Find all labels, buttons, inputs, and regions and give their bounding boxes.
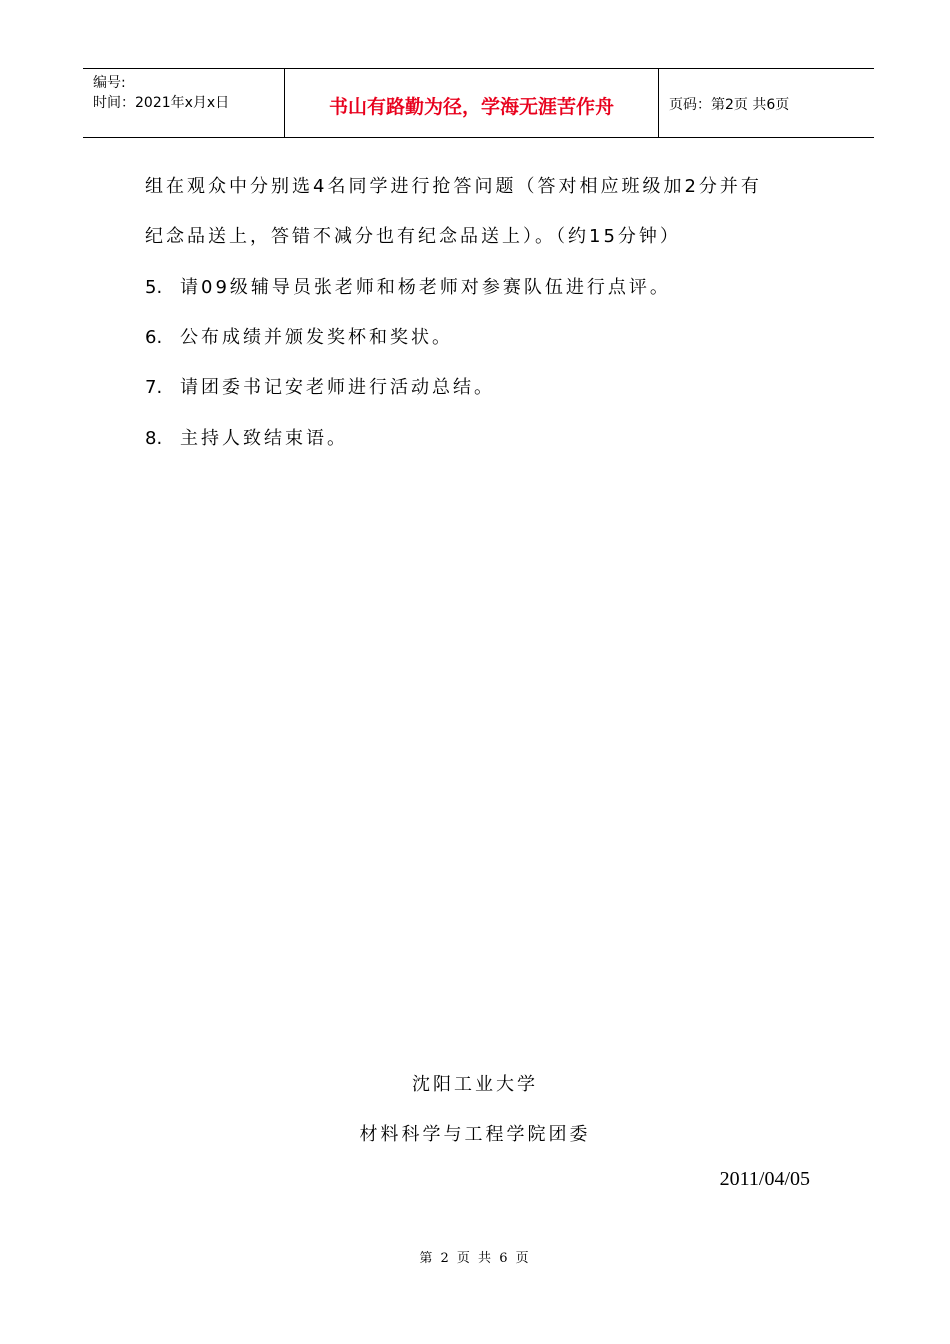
list-item-text: 请团委书记安老师进行活动总结。: [180, 377, 495, 398]
header-meta-cell: [83, 69, 285, 137]
signature-committee: 材料科学与工程学院团委: [359, 1124, 591, 1145]
header-page-cell: [659, 69, 874, 137]
list-item-text: 请09级辅导员张老师和杨老师对参赛队伍进行点评。: [180, 277, 671, 298]
time-label: 时间：2021年x月x日: [93, 95, 230, 111]
footer-page-number: 第 2 页 共 6 页: [419, 1251, 531, 1266]
signature-university: 沈阳工业大学: [412, 1074, 538, 1095]
signature-date: 2011/04/05: [719, 1168, 810, 1190]
list-item-text: 公布成绩并颁发奖杯和奖状。: [180, 327, 453, 348]
document-header: [83, 68, 874, 138]
list-item-number: 6.: [145, 327, 163, 348]
list-item: [145, 323, 453, 349]
paragraph-line-1: 组在观众中分别选4名同学进行抢答问题（答对相应班级加2分并有: [145, 176, 762, 197]
list-item-number: 8.: [145, 428, 163, 449]
list-item-text: 主持人致结束语。: [180, 428, 348, 449]
list-item: [145, 424, 348, 450]
list-item: [145, 273, 671, 299]
motto: 书山有路勤为径，学海无涯苦作舟: [328, 96, 614, 118]
list-item: [145, 373, 495, 399]
list-item-number: 7.: [145, 377, 163, 398]
list-item-number: 5.: [145, 277, 163, 298]
header-motto-cell: [285, 69, 659, 137]
paragraph-line-2: 纪念品送上，答错不减分也有纪念品送上）。（约15分钟）: [145, 226, 681, 247]
header-page-number: 页码：第2页 共6页: [669, 97, 790, 113]
serial-number-label: 编号:: [93, 75, 126, 91]
